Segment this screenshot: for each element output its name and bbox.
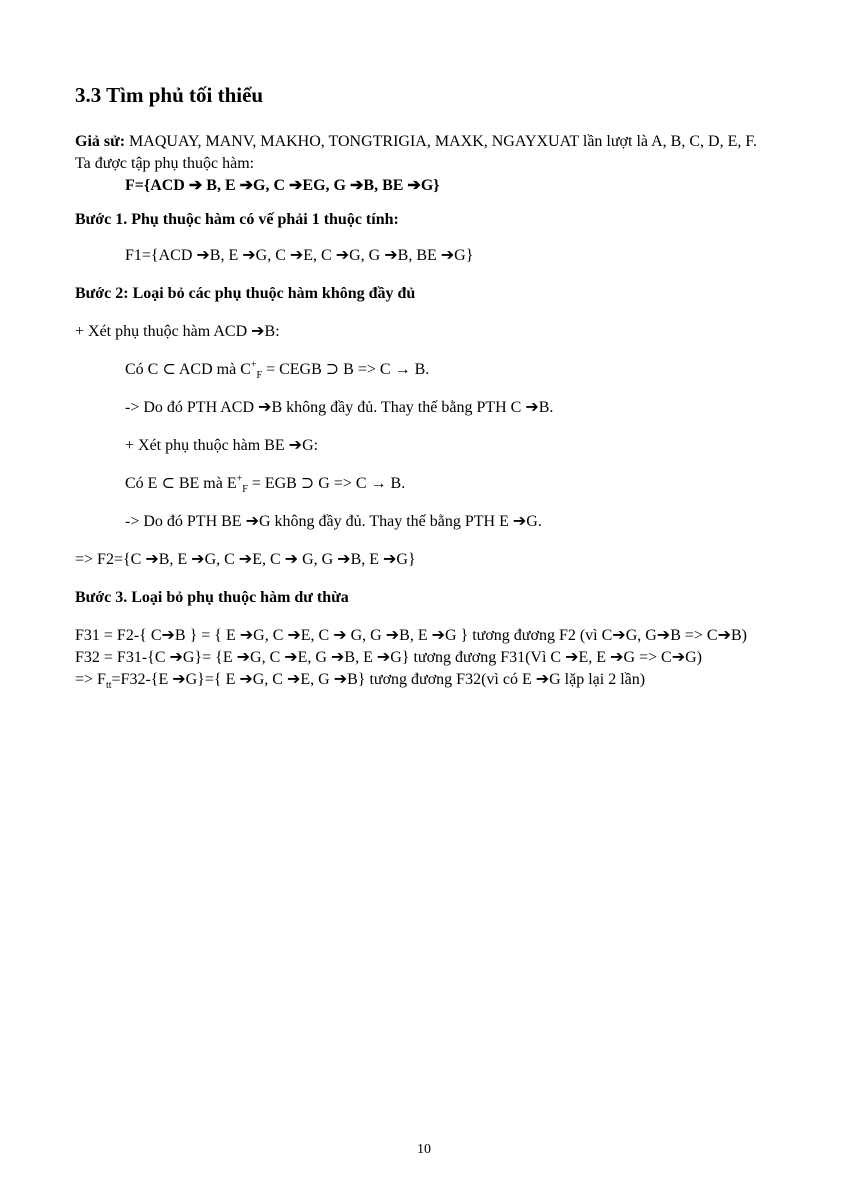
closure-sub: F — [256, 370, 263, 382]
step3-title: Bước 3. Loại bỏ phụ thuộc hàm dư thừa — [75, 589, 349, 606]
step3-f32: F32 = F31-{C ➔G}= {E ➔G, C ➔E, G ➔B, E ➔G} tương đương F31(Vì C ➔E, E ➔G => C➔G) — [75, 649, 703, 666]
ftt-prefix: => F — [75, 671, 106, 688]
intro-label: Giả sử: — [75, 133, 126, 150]
step2-check1: + Xét phụ thuộc hàm ACD ➔B: — [75, 323, 280, 340]
intro-paragraph — [75, 131, 775, 175]
ftt-subscript: tt — [105, 680, 112, 692]
step2-line1 — [75, 359, 775, 381]
ftt-rest: =F32-{E ➔G}={ E ➔G, C ➔E, G ➔B} tương đương F32(vì có E ➔G lặp lại 2 lần) — [111, 671, 646, 688]
step2-line2 — [75, 473, 775, 495]
step3-ftt — [75, 669, 775, 691]
line1-part-b: = CEGB ⊃ B => C → B. — [262, 361, 430, 378]
step2-f2: => F2={C ➔B, E ➔G, C ➔E, C ➔ G, G ➔B, E ➔G} — [75, 551, 416, 568]
line1-part-a: Có C ⊂ ACD mà C — [125, 361, 251, 378]
step1-title: Bước 1. Phụ thuộc hàm có vế phải 1 thuộc tính: — [75, 211, 399, 228]
closure-sub: F — [242, 484, 248, 496]
step2-title: Bước 2: Loại bỏ các phụ thuộc hàm không đầy đủ — [75, 285, 416, 302]
fd-set: F={ACD ➔ B, E ➔G, C ➔EG, G ➔B, BE ➔G} — [125, 177, 440, 194]
step2-conclusion1: -> Do đó PTH ACD ➔B không đầy đủ. Thay thế bằng PTH C ➔B. — [125, 399, 554, 416]
step1-f1: F1={ACD ➔B, E ➔G, C ➔E, C ➔G, G ➔B, BE ➔G} — [125, 247, 474, 264]
closure-plus: + — [250, 359, 257, 371]
page-number: 10 — [417, 1142, 431, 1157]
line2-part-b: = EGB ⊃ G => C → B. — [247, 475, 406, 492]
step3-f31: F31 = F2-{ C➔B } = { E ➔G, C ➔E, C ➔ G, G ➔B, E ➔G } tương đương F2 (vì C➔G, G➔B => C➔B) — [75, 627, 747, 644]
step2-check2: + Xét phụ thuộc hàm BE ➔G: — [125, 437, 319, 454]
section-heading: 3.3 Tìm phủ tối thiểu — [75, 83, 264, 107]
intro-text: MAQUAY, MANV, MAKHO, TONGTRIGIA, MAXK, NGAYXUAT lần lượt là A, B, C, D, E, F. Ta được tập phụ thuộc hàm: — [75, 133, 757, 172]
line2-part-a: Có E ⊂ BE mà E — [125, 475, 237, 492]
step2-conclusion2: -> Do đó PTH BE ➔G không đầy đủ. Thay thế bằng PTH E ➔G. — [125, 513, 542, 530]
document-body — [75, 80, 775, 691]
closure-plus: + — [236, 473, 243, 485]
